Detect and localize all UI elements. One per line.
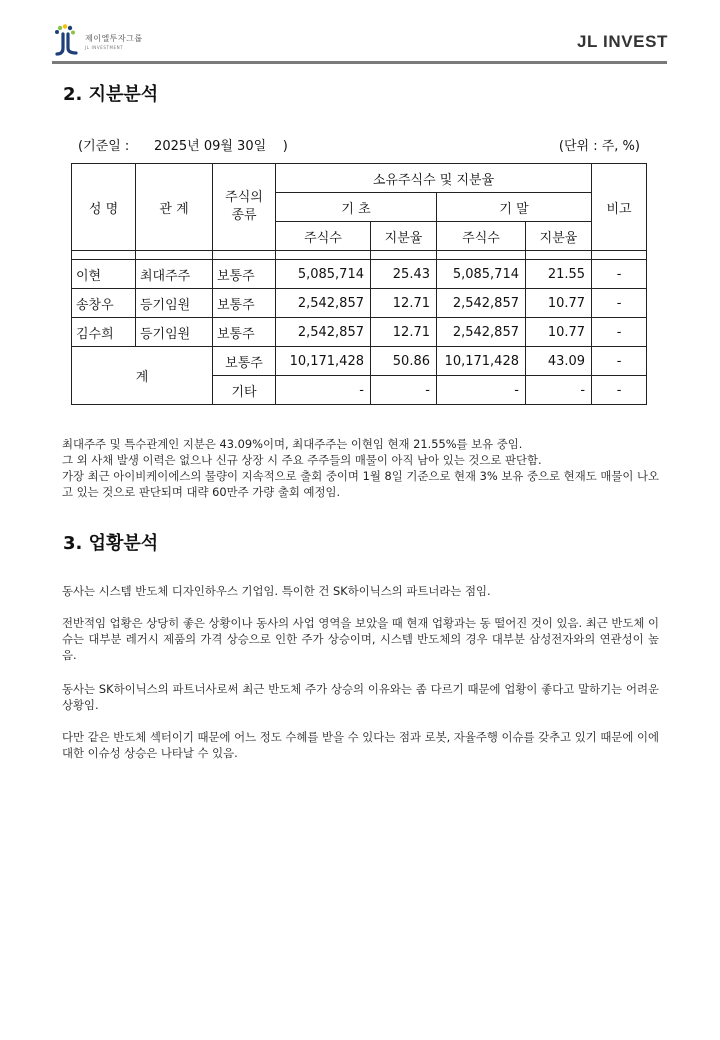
cell-ratio-end: 43.09 [526,347,592,376]
cell-ratio-begin: - [371,376,437,405]
industry-paragraph-3: 동사는 SK하이닉스의 파트너사로써 최근 반도체 주가 상승의 이유와는 좀 다르기 때문에 업황이 좋다고 말하기는 어려운 상황임. [62,682,659,712]
section-title-equity: 2. 지분분석 [63,84,159,105]
cell-ratio-begin: 12.71 [371,318,437,347]
industry-paragraph-4: 다만 같은 반도체 섹터이기 때문에 어느 정도 수혜를 받을 수 있다는 점과 로봇, 자율주행 이슈를 갖추고 있기 때문에 이에 대한 이슈성 상승은 나타날 수 있음. [62,730,659,760]
section-title-industry: 3. 업황분석 [63,533,159,554]
header-note: 비고 [592,164,647,251]
header-ratio-begin: 지분율 [371,222,437,251]
unit-label: (단위 : 주, %) [558,139,640,154]
cell-shares-end: - [437,376,526,405]
cell-ratio-end: 10.77 [526,289,592,318]
cell-shares-begin: 2,542,857 [276,318,371,347]
header-relation: 관 계 [136,164,213,251]
header-shares-begin: 주식수 [276,222,371,251]
cell-type: 기타 [213,376,276,405]
cell-shares-begin: 5,085,714 [276,260,371,289]
header-gap-row [72,251,647,260]
base-date: (기준일 : 2025년 09월 30일 ) [78,139,288,154]
cell-type: 보통주 [213,347,276,376]
brand-name: JL INVEST [576,32,668,51]
logo-subtitle: JL INVESTMENT [85,45,124,50]
cell-note: - [592,289,647,318]
cell-name: 김수희 [72,318,136,347]
page-header [0,0,720,66]
cell-ratio-end: - [526,376,592,405]
cell-type: 보통주 [213,318,276,347]
cell-name: 이현 [72,260,136,289]
cell-shares-end: 5,085,714 [437,260,526,289]
cell-ratio-end: 10.77 [526,318,592,347]
cell-note: - [592,347,647,376]
header-ending: 기 말 [437,193,592,222]
cell-shares-begin: - [276,376,371,405]
cell-ratio-begin: 25.43 [371,260,437,289]
company-logo [52,24,162,58]
equity-analysis-paragraph: 최대주주 및 특수관계인 지분은 43.09%이며, 최대주주는 이현임 현재 21.55%를 보유 중임. 그 외 사채 발생 이력은 없으나 신규 상장 시 주요 주주들의 매물이 아직 남아 있는 것으로 판단함. 가장 최근 아이비케이에스의 물량이 지속적으로 출회 중이며 1월 8일 기준으로 현재 3% 보유 중으로 현재도 매물이 나오고 있는 것으로 판단되며 대략 60만주 가량 출회 예정임. [62,437,659,499]
cell-ratio-begin: 12.71 [371,289,437,318]
cell-total-label: 계 [72,347,213,405]
header-divider [52,61,667,64]
header-beginning: 기 초 [276,193,437,222]
cell-ratio-end: 21.55 [526,260,592,289]
cell-note: - [592,376,647,405]
cell-shares-end: 2,542,857 [437,318,526,347]
cell-ratio-begin: 50.86 [371,347,437,376]
cell-shares-begin: 2,542,857 [276,289,371,318]
table-row [72,260,647,289]
cell-name: 송창우 [72,289,136,318]
cell-relation: 등기임원 [136,318,213,347]
header-shares-end: 주식수 [437,222,526,251]
industry-paragraph-1: 동사는 시스템 반도체 디자인하우스 기업임. 특이한 건 SK하이닉스의 파트너라는 점임. [62,584,491,598]
header-share-type [213,164,276,251]
table-row-total [72,347,647,376]
cell-relation: 최대주주 [136,260,213,289]
header-ratio-end: 지분율 [526,222,592,251]
shareholding-table [71,163,647,405]
header-holdings: 소유주식수 및 지분율 [276,164,592,193]
cell-note: - [592,260,647,289]
header-name: 성 명 [72,164,136,251]
logo-name: 제이엘투자그룹 [85,34,143,43]
cell-type: 보통주 [213,289,276,318]
table-row [72,289,647,318]
cell-note: - [592,318,647,347]
cell-shares-end: 10,171,428 [437,347,526,376]
cell-relation: 등기임원 [136,289,213,318]
industry-paragraph-2: 전반적임 업황은 상당히 좋은 상황이나 동사의 사업 영역을 보았을 때 현재 업황과는 동 떨어진 것이 있음. 최근 반도체 이슈는 대부분 레거시 제품의 가격 상승으로 인한 주가 상승이며, 시스템 반도체의 경우 대부분 삼성전자와의 연관성이 높음. [62,616,659,662]
cell-type: 보통주 [213,260,276,289]
cell-shares-end: 2,542,857 [437,289,526,318]
header-share-type-text: 주식의 종류 [225,190,263,223]
table-row [72,318,647,347]
cell-shares-begin: 10,171,428 [276,347,371,376]
logo-mark-icon [52,24,84,58]
